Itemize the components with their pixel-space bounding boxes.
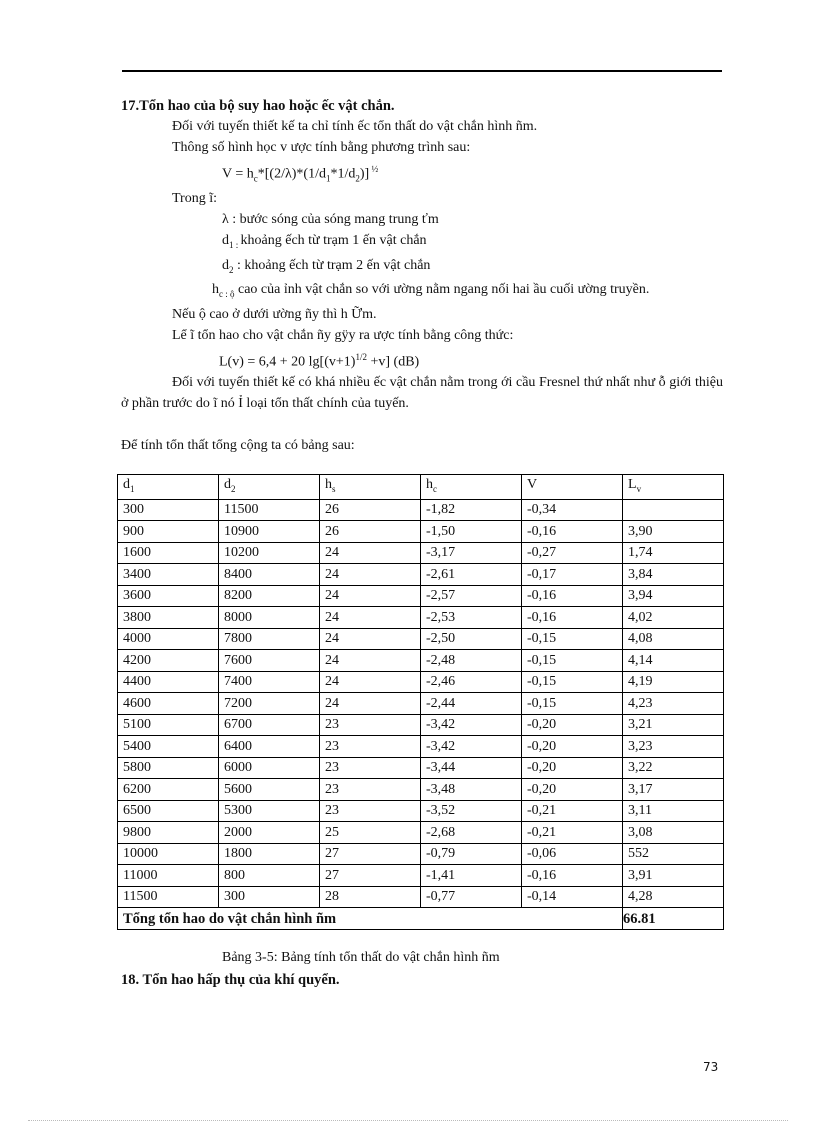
table-cell: 11000	[118, 865, 219, 887]
table-cell: -0,21	[522, 800, 623, 822]
table-cell: -0,16	[522, 865, 623, 887]
table-cell: 5300	[219, 800, 320, 822]
table-cell: 8200	[219, 585, 320, 607]
table-cell: -2,46	[421, 671, 522, 693]
table-cell: -0,20	[522, 736, 623, 758]
table-row	[118, 607, 724, 629]
table-cell: -2,68	[421, 822, 522, 844]
table-cell: 24	[320, 650, 421, 672]
table-cell: 26	[320, 499, 421, 521]
table-cell: 4,08	[623, 628, 724, 650]
header-lv: $L_v$	[623, 475, 724, 500]
table-cell: 3,90	[623, 521, 724, 543]
table-cell: 2000	[219, 822, 320, 844]
table-row	[118, 693, 724, 715]
table-cell: 800	[219, 865, 320, 887]
table-cell: 4,14	[623, 650, 724, 672]
table-cell: 1800	[219, 843, 320, 865]
table-cell: 6200	[118, 779, 219, 801]
table-cell: 3,91	[623, 865, 724, 887]
table-cell: 5800	[118, 757, 219, 779]
section-17	[121, 96, 723, 457]
table-cell: 1600	[118, 542, 219, 564]
table-cell: -0,34	[522, 499, 623, 521]
table-row	[118, 865, 724, 887]
table-cell: -0,21	[522, 822, 623, 844]
table-cell: 23	[320, 800, 421, 822]
table-caption: Bảng 3-5: Bảng tính tổn thất do vật chắn hình ñm	[222, 950, 500, 965]
table-cell: -3,42	[421, 736, 522, 758]
table-cell: 3,11	[623, 800, 724, 822]
table-cell: 4,23	[623, 693, 724, 715]
table-cell: -2,53	[421, 607, 522, 629]
table-cell: 28	[320, 886, 421, 908]
table-cell: 6000	[219, 757, 320, 779]
table-cell: -0,16	[522, 585, 623, 607]
header-hc: $h_c$	[421, 475, 522, 500]
table-cell: 4200	[118, 650, 219, 672]
table-row	[118, 521, 724, 543]
table-cell: 7400	[219, 671, 320, 693]
table-cell: 10000	[118, 843, 219, 865]
def-hc: $h_{c : ộ}$ cao của ỉnh vật chắn so với ường nằm ngang nối hai ầu cuối ường truyền.	[212, 282, 650, 300]
table-cell: 552	[623, 843, 724, 865]
table-cell: 300	[219, 886, 320, 908]
table-row	[118, 499, 724, 521]
table-cell: 300	[118, 499, 219, 521]
table-cell: 24	[320, 542, 421, 564]
table-cell: 3600	[118, 585, 219, 607]
table-row	[118, 843, 724, 865]
table-cell: 6700	[219, 714, 320, 736]
table-cell: -0,77	[421, 886, 522, 908]
section-17-heading: 17.Tổn hao của bộ suy hao hoặc ếc vật chắn.	[121, 98, 395, 114]
table-cell: -0,17	[522, 564, 623, 586]
table-cell: -2,61	[421, 564, 522, 586]
table-cell: -2,48	[421, 650, 522, 672]
table-row	[118, 671, 724, 693]
spacer	[121, 415, 723, 436]
table-cell: 6500	[118, 800, 219, 822]
header-d1: $d_1$	[118, 475, 219, 500]
table-cell: 5600	[219, 779, 320, 801]
table-cell: -3,48	[421, 779, 522, 801]
table-cell: -0,20	[522, 757, 623, 779]
table-cell: 3400	[118, 564, 219, 586]
table-cell: -2,57	[421, 585, 522, 607]
table-cell: -0,15	[522, 671, 623, 693]
formula-v: $V = h_c*[(2/\lambda)*(1/d_1*1/d_2)]$ $^{\frac{1}{2}}$	[222, 163, 379, 184]
header-v: V	[522, 475, 623, 500]
table-header-row	[118, 475, 724, 500]
table-cell: 23	[320, 757, 421, 779]
table-cell: -0,20	[522, 714, 623, 736]
table-cell: 23	[320, 779, 421, 801]
table-cell: 8000	[219, 607, 320, 629]
table-cell: 4600	[118, 693, 219, 715]
table-cell: 23	[320, 714, 421, 736]
def-d2: $d_2$ : khoảng ếch từ trạm 2 ến vật chắn	[222, 257, 431, 275]
table-row	[118, 542, 724, 564]
table-cell: -0,15	[522, 693, 623, 715]
table-row	[118, 650, 724, 672]
table-cell: -0,15	[522, 628, 623, 650]
table-cell: -1,82	[421, 499, 522, 521]
table-cell: -0,79	[421, 843, 522, 865]
table-cell: -0,27	[522, 542, 623, 564]
table-row	[118, 886, 724, 908]
total-label: Tổng tổn hao do vật chắn hình ñm	[118, 908, 623, 930]
paragraph-1: Đối với tuyến thiết kế ta chỉ tính ếc tổn thất do vật chắn hình ñm.	[172, 118, 538, 134]
formula-l: L(v) = 6,4 + 20 $\lg[(v+1)^{1/2} +v]$ (dB)	[219, 351, 420, 370]
paragraph-2: Thông số hình học v ược tính bằng phương trình sau:	[172, 139, 471, 155]
table-cell	[623, 499, 724, 521]
table-cell: 3,22	[623, 757, 724, 779]
table-cell: 1,74	[623, 542, 724, 564]
table-cell: -0,06	[522, 843, 623, 865]
table-cell: -3,44	[421, 757, 522, 779]
page-number: 73	[703, 1060, 719, 1074]
table-cell: 24	[320, 628, 421, 650]
table-cell: -0,20	[522, 779, 623, 801]
paragraph-4: Lể ĩ tổn hao cho vật chắn ñy gÿy ra ược tính bằng công thức:	[172, 327, 514, 343]
paragraph-3: Nếu ộ cao ở dưới ường ñy thì h Ữm.	[172, 307, 377, 322]
def-lambda: λ : bước sóng của sóng mang trung ťm	[222, 211, 439, 227]
table-cell: 24	[320, 671, 421, 693]
table-cell: 25	[320, 822, 421, 844]
table-cell: 4,28	[623, 886, 724, 908]
table-cell: 27	[320, 865, 421, 887]
table-cell: 11500	[118, 886, 219, 908]
table-cell: -0,14	[522, 886, 623, 908]
table-row	[118, 714, 724, 736]
table-cell: -0,16	[522, 521, 623, 543]
total-value: 66.81	[623, 908, 724, 930]
table-cell: 24	[320, 607, 421, 629]
table-cell: 3,84	[623, 564, 724, 586]
table-row	[118, 736, 724, 758]
section-18-heading: 18. Tổn hao hấp thụ của khí quyển.	[121, 972, 340, 988]
table-cell: 10200	[219, 542, 320, 564]
table-total-row	[118, 908, 724, 930]
table-cell: 3,21	[623, 714, 724, 736]
table-intro: Để tính tổn thất tổng cộng ta có bảng sau:	[121, 438, 355, 454]
table-cell: 3,94	[623, 585, 724, 607]
table-cell: 4,02	[623, 607, 724, 629]
table-cell: 3,08	[623, 822, 724, 844]
table-cell: 3800	[118, 607, 219, 629]
table-cell: 7800	[219, 628, 320, 650]
table-cell: -2,50	[421, 628, 522, 650]
table-cell: -1,50	[421, 521, 522, 543]
table-row	[118, 800, 724, 822]
table-cell: 6400	[219, 736, 320, 758]
table-row	[118, 779, 724, 801]
table-cell: 24	[320, 693, 421, 715]
table-cell: 11500	[219, 499, 320, 521]
table-body	[118, 499, 724, 908]
table-cell: 9800	[118, 822, 219, 844]
table-cell: 27	[320, 843, 421, 865]
table-cell: 3,17	[623, 779, 724, 801]
table-cell: 5400	[118, 736, 219, 758]
table-cell: -0,15	[522, 650, 623, 672]
table-cell: 4400	[118, 671, 219, 693]
table-row	[118, 757, 724, 779]
table-row	[118, 822, 724, 844]
trong-do-label: Trong ĩ:	[172, 191, 218, 207]
table-cell: -1,41	[421, 865, 522, 887]
table-cell: -3,17	[421, 542, 522, 564]
table-cell: 4,19	[623, 671, 724, 693]
table-cell: 7600	[219, 650, 320, 672]
table-cell: -3,42	[421, 714, 522, 736]
table-cell: 8400	[219, 564, 320, 586]
table-cell: 26	[320, 521, 421, 543]
table-cell: 10900	[219, 521, 320, 543]
table-cell: 24	[320, 564, 421, 586]
table-cell: 4000	[118, 628, 219, 650]
loss-table	[117, 474, 724, 930]
def-d1: $d_{1 :}$ khoảng ếch từ trạm 1 ến vật chắn	[222, 232, 427, 250]
paragraph-5: Đối với tuyến thiết kế có khá nhiều ếc vật chắn nằm trong ới cầu Fresnel thứ nhất như ỗ giới thiệu ở phần trước do ĩ nó Ỉ loại tổn thất chính của tuyến.	[121, 375, 723, 412]
table-row	[118, 628, 724, 650]
table-cell: 7200	[219, 693, 320, 715]
header-rule	[122, 70, 722, 72]
table-row	[118, 585, 724, 607]
table-row	[118, 564, 724, 586]
table-cell: -2,44	[421, 693, 522, 715]
table-cell: -3,52	[421, 800, 522, 822]
table-cell: 3,23	[623, 736, 724, 758]
header-hs: $h_s$	[320, 475, 421, 500]
table-cell: 24	[320, 585, 421, 607]
table-cell: 23	[320, 736, 421, 758]
table-cell: 5100	[118, 714, 219, 736]
table-cell: -0,16	[522, 607, 623, 629]
header-d2: $d_2$	[219, 475, 320, 500]
page-bottom-border	[28, 1120, 788, 1121]
table-cell: 900	[118, 521, 219, 543]
